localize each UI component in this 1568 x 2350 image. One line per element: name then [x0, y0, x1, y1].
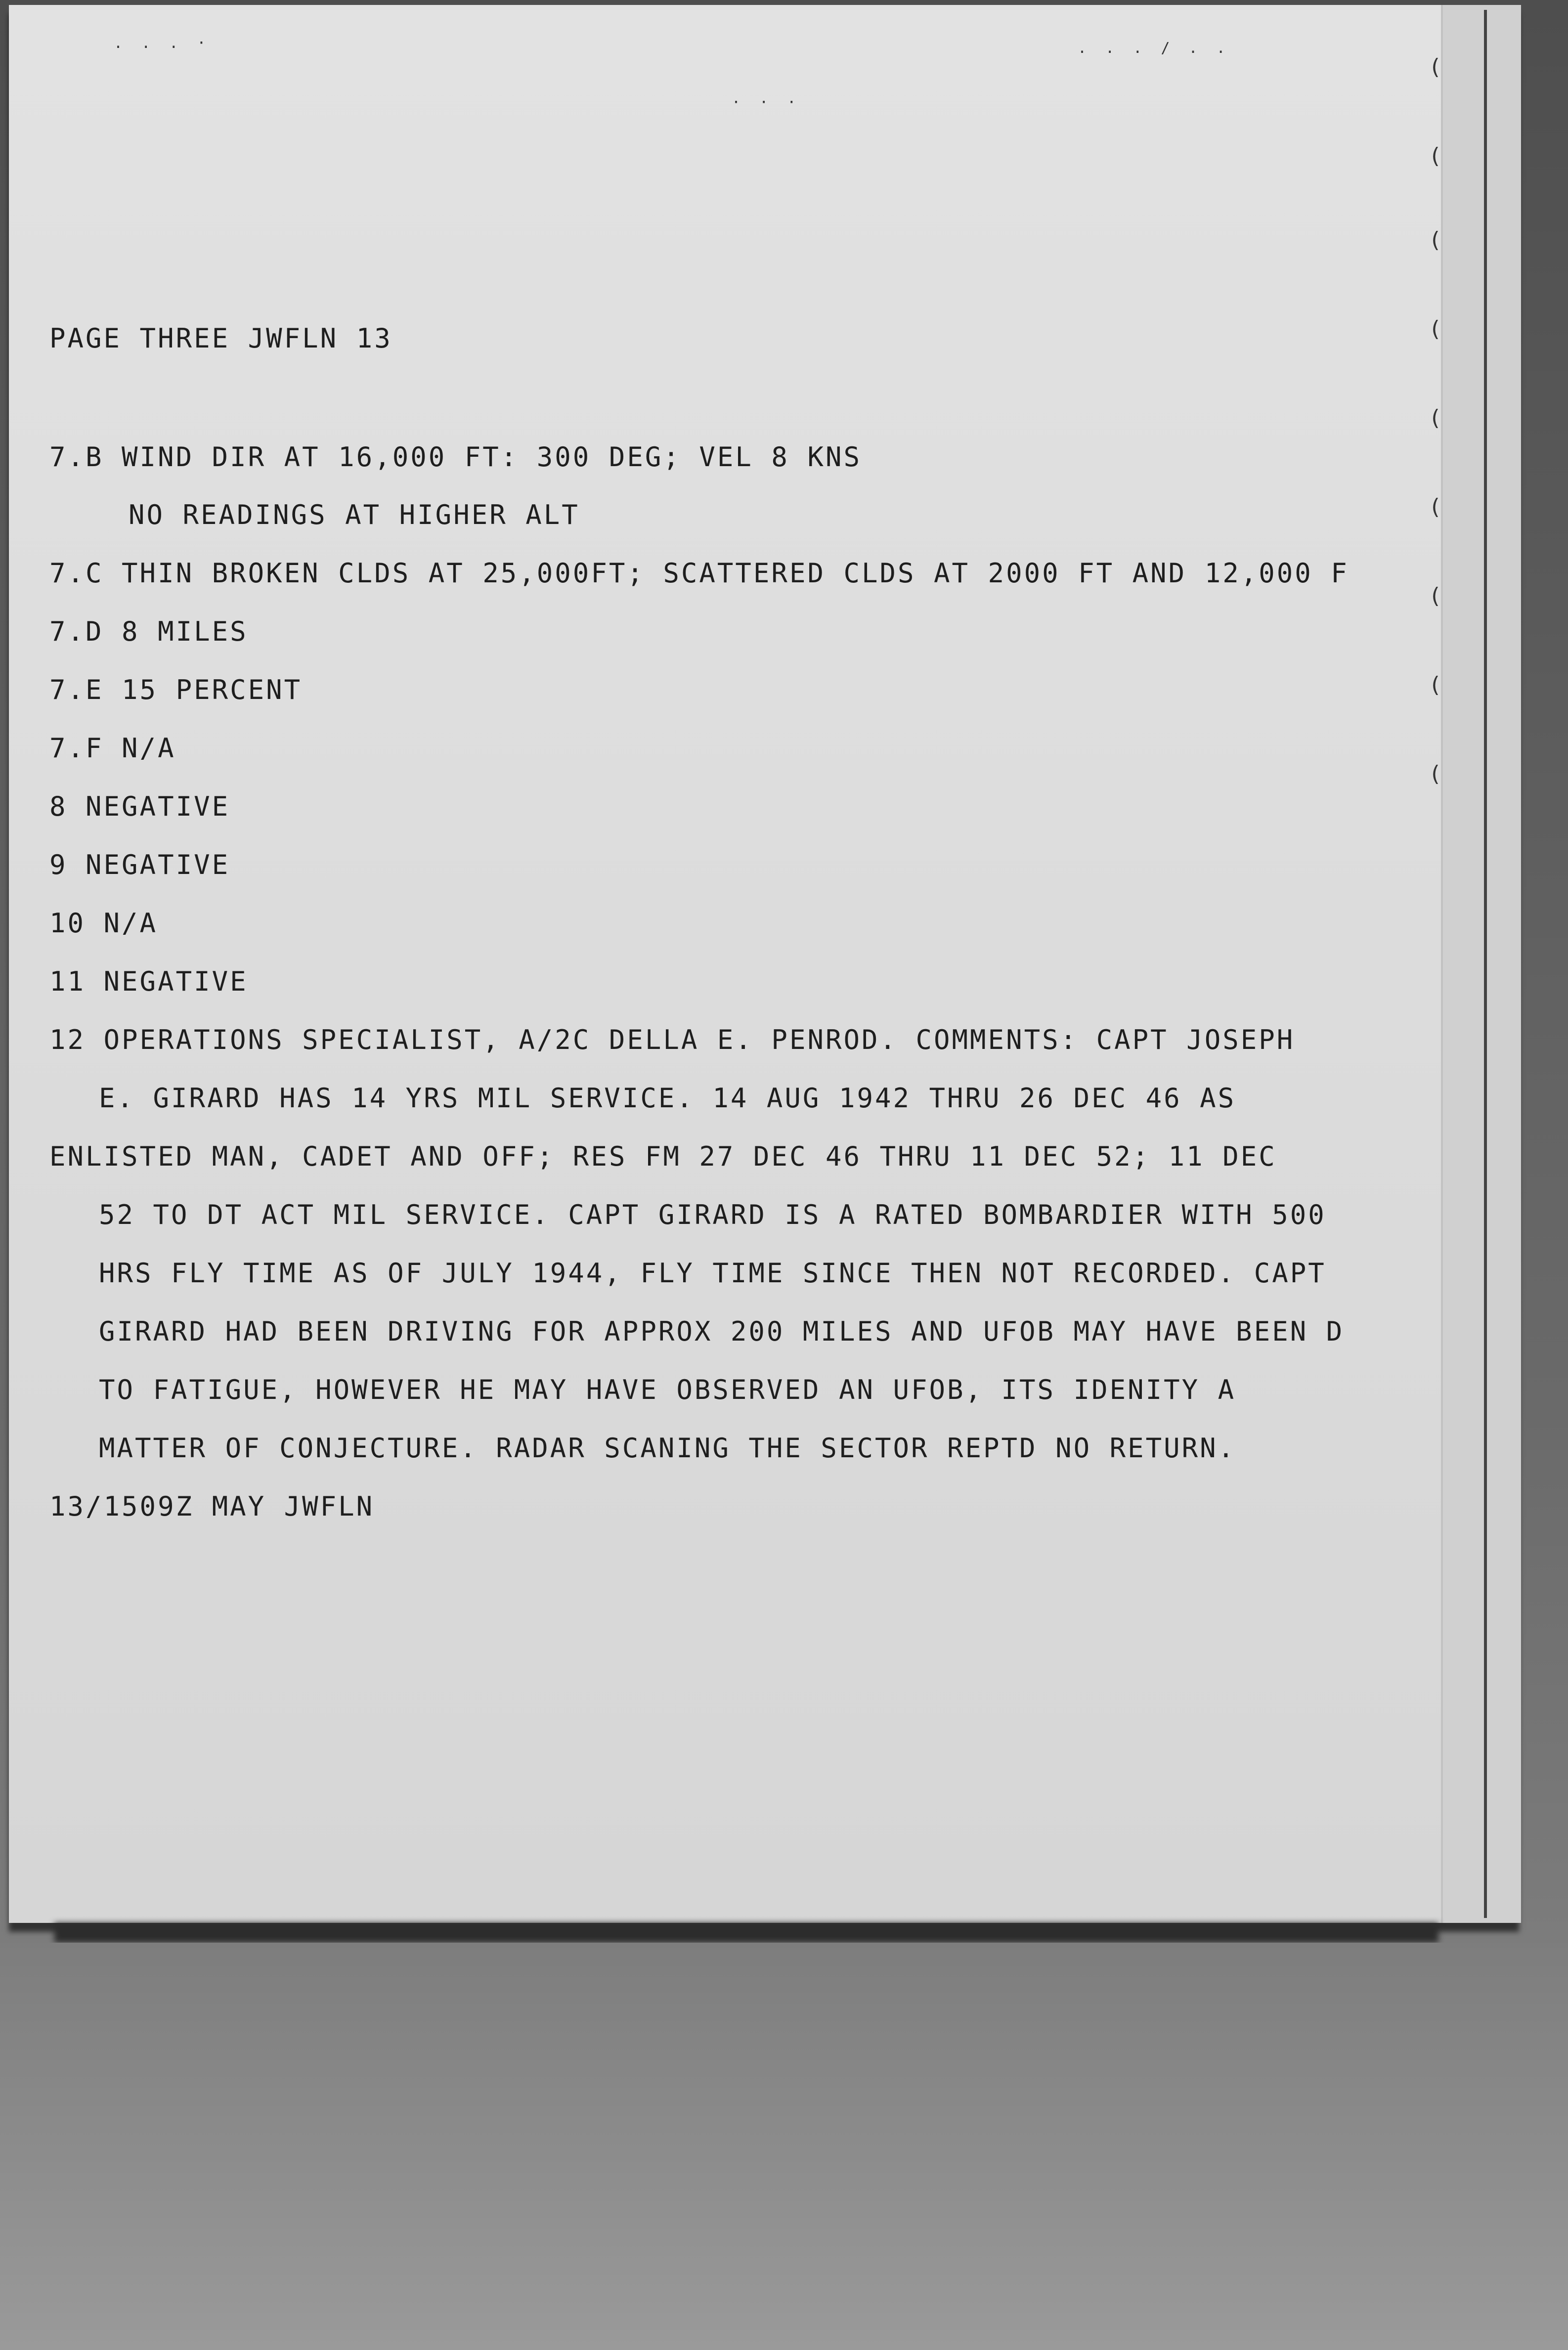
- page-edge-rule: [1484, 10, 1487, 1918]
- text-line: 52 TO DT ACT MIL SERVICE. CAPT GIRARD IS A RATED BOMBARDIER WITH 500: [99, 1199, 1326, 1230]
- text-line: GIRARD HAD BEEN DRIVING FOR APPROX 200 MILES AND UFOB MAY HAVE BEEN D: [99, 1316, 1345, 1347]
- punch-mark: (: [1429, 54, 1442, 80]
- punch-mark: (: [1429, 672, 1442, 697]
- text-line: 7.E 15 PERCENT: [49, 674, 303, 705]
- text-line: 7.C THIN BROKEN CLDS AT 25,000FT; SCATTERED CLDS AT 2000 FT AND 12,000 F: [49, 558, 1349, 589]
- text-line: MATTER OF CONJECTURE. RADAR SCANING THE SECTOR REPTD NO RETURN.: [99, 1433, 1236, 1464]
- punch-mark: (: [1429, 227, 1442, 253]
- text-line: 8 NEGATIVE: [49, 791, 230, 822]
- teletype-text: [49, 321, 1434, 1522]
- text-line: 7.F N/A: [49, 733, 176, 764]
- scan-background: [0, 1943, 1568, 2350]
- punch-mark: (: [1429, 761, 1442, 786]
- punch-mark: (: [1429, 405, 1442, 431]
- punch-mark: (: [1429, 316, 1442, 342]
- scan-speck: · · ·: [732, 94, 801, 111]
- text-line: HRS FLY TIME AS OF JULY 1944, FLY TIME SINCE THEN NOT RECORDED. CAPT: [99, 1258, 1326, 1289]
- punch-mark: (: [1429, 583, 1442, 609]
- text-line: 10 N/A: [49, 908, 158, 939]
- page-header: PAGE THREE JWFLN 13: [49, 323, 392, 354]
- scan-speck: . . . / . .: [1078, 40, 1230, 57]
- punch-mark: (: [1429, 494, 1442, 520]
- text-line: NO READINGS AT HIGHER ALT: [129, 499, 580, 530]
- text-line: ENLISTED MAN, CADET AND OFF; RES FM 27 DEC 46 THRU 11 DEC 52; 11 DEC: [49, 1141, 1277, 1172]
- text-line: 12 OPERATIONS SPECIALIST, A/2C DELLA E. PENROD. COMMENTS: CAPT JOSEPH: [49, 1024, 1295, 1055]
- text-line: 7.D 8 MILES: [49, 616, 248, 647]
- text-line: E. GIRARD HAS 14 YRS MIL SERVICE. 14 AUG 1942 THRU 26 DEC 46 AS: [99, 1083, 1236, 1114]
- scan-speck: . . . ·: [114, 35, 211, 52]
- text-line: 9 NEGATIVE: [49, 849, 230, 880]
- punch-mark: (: [1429, 143, 1442, 169]
- text-line: 13/1509Z MAY JWFLN: [49, 1491, 375, 1522]
- page-shadow: [54, 1923, 1438, 1943]
- text-line: 7.B WIND DIR AT 16,000 FT: 300 DEG; VEL 8 KNS: [49, 441, 862, 473]
- page-margin-strip: [1441, 5, 1521, 1923]
- text-line: 11 NEGATIVE: [49, 966, 248, 997]
- text-line: TO FATIGUE, HOWEVER HE MAY HAVE OBSERVED AN UFOB, ITS IDENITY A: [99, 1374, 1236, 1405]
